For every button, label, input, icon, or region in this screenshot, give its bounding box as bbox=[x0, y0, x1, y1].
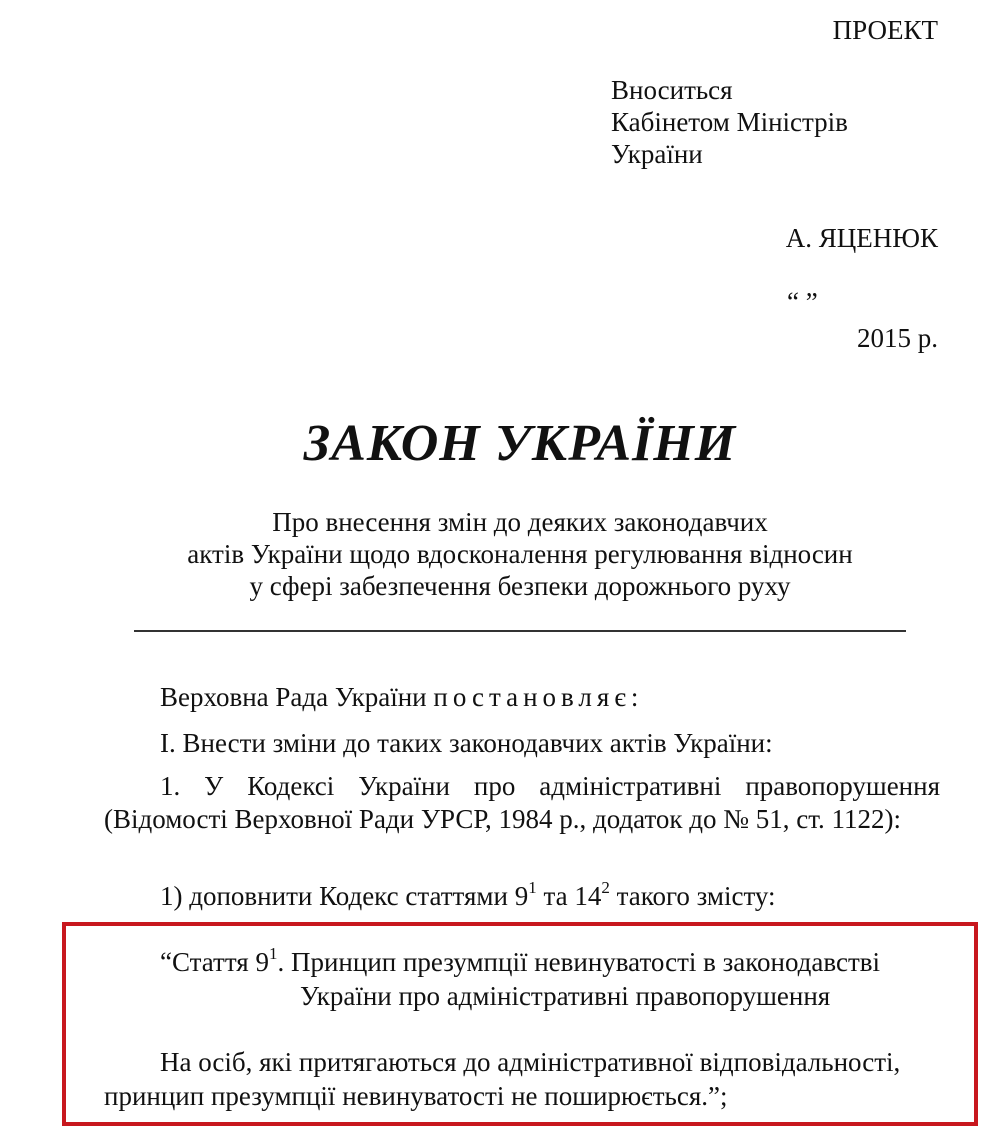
superscript: 2 bbox=[601, 878, 610, 897]
supplement-paragraph bbox=[160, 880, 776, 912]
supplement-suffix: такого змісту: bbox=[609, 881, 776, 911]
signature-name: А. ЯЦЕНЮК bbox=[785, 223, 938, 253]
submitter-line: України bbox=[611, 139, 703, 169]
draft-label: ПРОЕКТ bbox=[832, 15, 938, 45]
enactment-verb: постановляє: bbox=[433, 682, 644, 712]
article-text-line: На осіб, які притягаються до адміністративної відповідальності, bbox=[160, 1047, 901, 1077]
subtitle-line: Про внесення змін до деяких законодавчих bbox=[272, 507, 768, 537]
submitter-line: Вноситься bbox=[611, 75, 733, 105]
document-subtitle bbox=[0, 506, 1000, 602]
article-heading-rest: . Принцип презумпції невинуватості в законодавстві bbox=[277, 947, 881, 977]
enactment-paragraph bbox=[160, 681, 643, 713]
title-divider bbox=[134, 630, 906, 632]
superscript: 1 bbox=[528, 878, 537, 897]
supplement-prefix: 1) доповнити Кодекс статтями 9 bbox=[160, 881, 529, 911]
supplement-middle: та 14 bbox=[536, 881, 602, 911]
date-year: 2015 р. bbox=[857, 323, 938, 353]
article-heading-line2: України про адміністративні правопорушення bbox=[300, 981, 831, 1011]
document-title: ЗАКОН УКРАЇНИ bbox=[303, 415, 737, 472]
code-amendment-paragraph: 1. У Кодексі України про адміністративні правопорушення (Відомості Верховної Ради УРСР, 1984 р., додаток до № 51, ст. 1122): bbox=[104, 771, 940, 834]
subtitle-line: актів України щодо вдосконалення регулювання відносин bbox=[187, 539, 853, 569]
article-heading-prefix: “Стаття 9 bbox=[160, 947, 269, 977]
superscript: 1 bbox=[268, 944, 278, 963]
submitter-line: Кабінетом Міністрів bbox=[611, 107, 848, 137]
enactment-prefix: Верховна Рада України bbox=[160, 682, 434, 712]
article-text-line: принцип презумпції невинуватості не поширюється.”; bbox=[104, 1081, 728, 1111]
section-item-1: І. Внести зміни до таких законодавчих актів України: bbox=[160, 728, 773, 758]
submitter-block bbox=[611, 74, 848, 170]
subtitle-line: у сфері забезпечення безпеки дорожнього руху bbox=[249, 571, 791, 601]
date-day-placeholder: “ ” bbox=[787, 287, 818, 317]
article-heading bbox=[160, 946, 880, 978]
